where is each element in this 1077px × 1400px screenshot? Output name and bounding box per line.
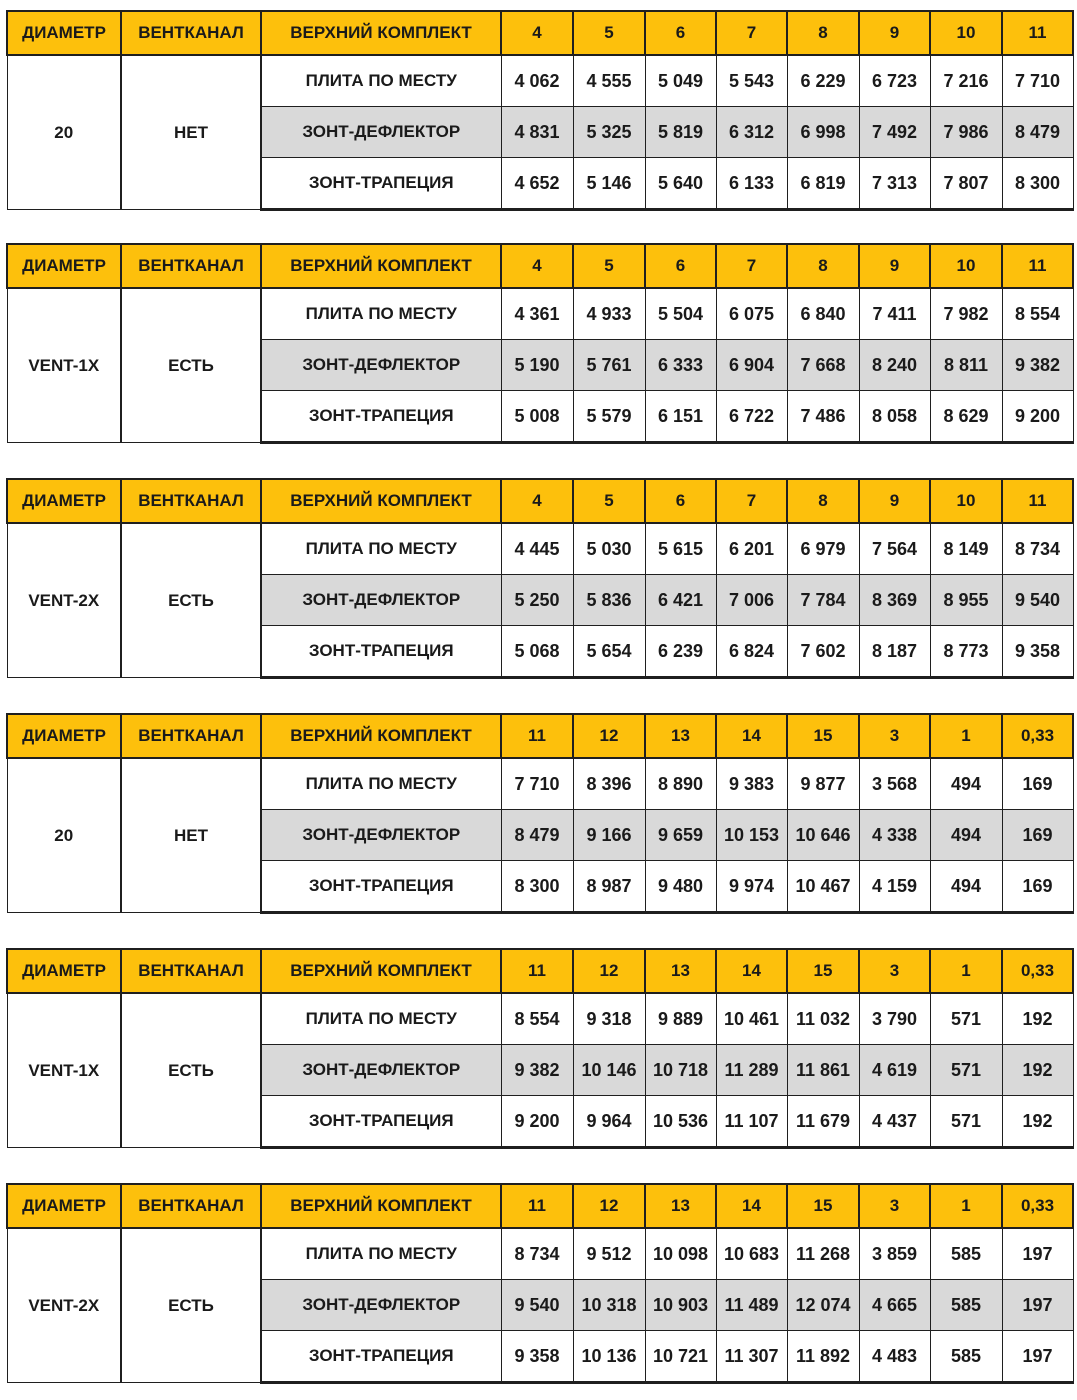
height-column-header: 0,33 bbox=[1002, 714, 1073, 758]
price-cell: 4 831 bbox=[501, 107, 573, 158]
height-column-header: 15 bbox=[787, 1184, 859, 1228]
price-cell: 5 654 bbox=[573, 626, 645, 678]
price-cell: 9 877 bbox=[787, 758, 859, 810]
table-row bbox=[7, 288, 1073, 340]
price-cell: 169 bbox=[1002, 861, 1073, 913]
top-kit-cell: ЗОНТ-ДЕФЛЕКТОР bbox=[261, 1045, 501, 1096]
price-cell: 9 318 bbox=[573, 993, 645, 1045]
price-cell: 6 075 bbox=[716, 288, 787, 340]
price-cell: 6 229 bbox=[787, 55, 859, 107]
height-column-header: 12 bbox=[573, 949, 645, 993]
height-column-header: 13 bbox=[645, 949, 716, 993]
top-kit-cell: ЗОНТ-ТРАПЕЦИЯ bbox=[261, 158, 501, 210]
ventchannel-header: ВЕНТКАНАЛ bbox=[121, 244, 261, 288]
price-cell: 8 811 bbox=[930, 340, 1002, 391]
price-cell: 7 807 bbox=[930, 158, 1002, 210]
price-cell: 10 536 bbox=[645, 1096, 716, 1148]
diameter-header: ДИАМЕТР bbox=[7, 714, 121, 758]
price-cell: 12 074 bbox=[787, 1280, 859, 1331]
diameter-header: ДИАМЕТР bbox=[7, 479, 121, 523]
price-cell: 6 421 bbox=[645, 575, 716, 626]
height-column-header: 14 bbox=[716, 714, 787, 758]
table-row bbox=[7, 1228, 1073, 1280]
price-table bbox=[6, 1183, 1074, 1384]
price-cell: 4 062 bbox=[501, 55, 573, 107]
price-cell: 5 250 bbox=[501, 575, 573, 626]
price-cell: 9 540 bbox=[1002, 575, 1073, 626]
price-cell: 8 987 bbox=[573, 861, 645, 913]
price-cell: 6 819 bbox=[787, 158, 859, 210]
price-cell: 11 679 bbox=[787, 1096, 859, 1148]
price-cell: 5 008 bbox=[501, 391, 573, 443]
price-cell: 192 bbox=[1002, 1096, 1073, 1148]
price-cell: 7 486 bbox=[787, 391, 859, 443]
top-kit-cell: ЗОНТ-ТРАПЕЦИЯ bbox=[261, 1331, 501, 1383]
price-cell: 8 300 bbox=[501, 861, 573, 913]
price-cell: 7 216 bbox=[930, 55, 1002, 107]
ventchannel-cell: ЕСТЬ bbox=[121, 523, 261, 678]
price-table bbox=[6, 713, 1074, 914]
top-kit-cell: ЗОНТ-ДЕФЛЕКТОР bbox=[261, 1280, 501, 1331]
height-column-header: 0,33 bbox=[1002, 949, 1073, 993]
price-cell: 585 bbox=[930, 1331, 1002, 1383]
price-cell: 169 bbox=[1002, 810, 1073, 861]
price-cell: 4 159 bbox=[859, 861, 930, 913]
height-column-header: 11 bbox=[501, 1184, 573, 1228]
height-column-header: 7 bbox=[716, 11, 787, 55]
price-cell: 6 722 bbox=[716, 391, 787, 443]
price-cell: 9 200 bbox=[1002, 391, 1073, 443]
top-kit-cell: ЗОНТ-ДЕФЛЕКТОР bbox=[261, 575, 501, 626]
height-column-header: 11 bbox=[501, 949, 573, 993]
top-kit-cell: ЗОНТ-ТРАПЕЦИЯ bbox=[261, 1096, 501, 1148]
price-cell: 4 445 bbox=[501, 523, 573, 575]
height-column-header: 1 bbox=[930, 949, 1002, 993]
table-row bbox=[7, 55, 1073, 107]
price-cell: 8 554 bbox=[501, 993, 573, 1045]
height-column-header: 8 bbox=[787, 11, 859, 55]
height-column-header: 6 bbox=[645, 479, 716, 523]
height-column-header: 13 bbox=[645, 714, 716, 758]
price-cell: 3 859 bbox=[859, 1228, 930, 1280]
price-cell: 6 239 bbox=[645, 626, 716, 678]
height-column-header: 5 bbox=[573, 11, 645, 55]
price-cell: 5 543 bbox=[716, 55, 787, 107]
price-cell: 8 773 bbox=[930, 626, 1002, 678]
price-cell: 192 bbox=[1002, 1045, 1073, 1096]
price-cell: 5 190 bbox=[501, 340, 573, 391]
top-kit-cell: ПЛИТА ПО МЕСТУ bbox=[261, 758, 501, 810]
header-row bbox=[7, 11, 1073, 55]
price-cell: 10 683 bbox=[716, 1228, 787, 1280]
height-column-header: 10 bbox=[930, 479, 1002, 523]
price-cell: 8 955 bbox=[930, 575, 1002, 626]
top-kit-header: ВЕРХНИЙ КОМПЛЕКТ bbox=[261, 479, 501, 523]
price-cell: 494 bbox=[930, 810, 1002, 861]
ventchannel-header: ВЕНТКАНАЛ bbox=[121, 11, 261, 55]
table-row bbox=[7, 523, 1073, 575]
price-cell: 4 361 bbox=[501, 288, 573, 340]
price-cell: 4 652 bbox=[501, 158, 573, 210]
price-cell: 6 904 bbox=[716, 340, 787, 391]
top-kit-header: ВЕРХНИЙ КОМПЛЕКТ bbox=[261, 1184, 501, 1228]
top-kit-cell: ПЛИТА ПО МЕСТУ bbox=[261, 55, 501, 107]
price-cell: 9 200 bbox=[501, 1096, 573, 1148]
price-cell: 5 761 bbox=[573, 340, 645, 391]
height-column-header: 4 bbox=[501, 479, 573, 523]
price-cell: 3 568 bbox=[859, 758, 930, 810]
price-table bbox=[6, 948, 1074, 1149]
price-cell: 8 629 bbox=[930, 391, 1002, 443]
height-column-header: 9 bbox=[859, 244, 930, 288]
price-cell: 10 718 bbox=[645, 1045, 716, 1096]
header-row bbox=[7, 1184, 1073, 1228]
price-cell: 7 986 bbox=[930, 107, 1002, 158]
price-cell: 5 819 bbox=[645, 107, 716, 158]
ventchannel-cell: НЕТ bbox=[121, 758, 261, 913]
price-cell: 4 338 bbox=[859, 810, 930, 861]
price-cell: 494 bbox=[930, 861, 1002, 913]
price-cell: 7 710 bbox=[501, 758, 573, 810]
price-cell: 7 668 bbox=[787, 340, 859, 391]
price-cell: 6 723 bbox=[859, 55, 930, 107]
price-cell: 585 bbox=[930, 1280, 1002, 1331]
price-cell: 10 721 bbox=[645, 1331, 716, 1383]
top-kit-cell: ПЛИТА ПО МЕСТУ bbox=[261, 523, 501, 575]
price-cell: 9 540 bbox=[501, 1280, 573, 1331]
price-cell: 197 bbox=[1002, 1228, 1073, 1280]
price-cell: 7 784 bbox=[787, 575, 859, 626]
price-cell: 11 289 bbox=[716, 1045, 787, 1096]
price-cell: 10 153 bbox=[716, 810, 787, 861]
top-kit-cell: ПЛИТА ПО МЕСТУ bbox=[261, 1228, 501, 1280]
price-cell: 7 982 bbox=[930, 288, 1002, 340]
height-column-header: 8 bbox=[787, 244, 859, 288]
price-cell: 11 861 bbox=[787, 1045, 859, 1096]
ventchannel-cell: ЕСТЬ bbox=[121, 288, 261, 443]
diameter-cell: VENT-1X bbox=[7, 288, 121, 443]
price-cell: 494 bbox=[930, 758, 1002, 810]
price-table bbox=[6, 478, 1074, 679]
ventchannel-cell: ЕСТЬ bbox=[121, 993, 261, 1148]
height-column-header: 0,33 bbox=[1002, 1184, 1073, 1228]
diameter-header: ДИАМЕТР bbox=[7, 1184, 121, 1228]
price-cell: 9 166 bbox=[573, 810, 645, 861]
header-row bbox=[7, 244, 1073, 288]
top-kit-cell: ПЛИТА ПО МЕСТУ bbox=[261, 288, 501, 340]
price-cell: 9 382 bbox=[501, 1045, 573, 1096]
price-cell: 6 333 bbox=[645, 340, 716, 391]
price-cell: 5 640 bbox=[645, 158, 716, 210]
price-cell: 8 734 bbox=[501, 1228, 573, 1280]
price-cell: 11 307 bbox=[716, 1331, 787, 1383]
price-cell: 5 049 bbox=[645, 55, 716, 107]
header-row bbox=[7, 949, 1073, 993]
height-column-header: 7 bbox=[716, 244, 787, 288]
price-cell: 5 615 bbox=[645, 523, 716, 575]
diameter-header: ДИАМЕТР bbox=[7, 11, 121, 55]
price-cell: 8 369 bbox=[859, 575, 930, 626]
price-cell: 7 564 bbox=[859, 523, 930, 575]
height-column-header: 4 bbox=[501, 11, 573, 55]
height-column-header: 9 bbox=[859, 11, 930, 55]
top-kit-cell: ЗОНТ-ТРАПЕЦИЯ bbox=[261, 626, 501, 678]
header-row bbox=[7, 479, 1073, 523]
height-column-header: 4 bbox=[501, 244, 573, 288]
diameter-cell: 20 bbox=[7, 758, 121, 913]
height-column-header: 11 bbox=[1002, 244, 1073, 288]
ventchannel-header: ВЕНТКАНАЛ bbox=[121, 714, 261, 758]
price-cell: 11 892 bbox=[787, 1331, 859, 1383]
height-column-header: 14 bbox=[716, 1184, 787, 1228]
price-cell: 7 411 bbox=[859, 288, 930, 340]
diameter-header: ДИАМЕТР bbox=[7, 949, 121, 993]
price-cell: 5 325 bbox=[573, 107, 645, 158]
price-cell: 5 030 bbox=[573, 523, 645, 575]
height-column-header: 7 bbox=[716, 479, 787, 523]
top-kit-cell: ЗОНТ-ДЕФЛЕКТОР bbox=[261, 810, 501, 861]
price-cell: 6 133 bbox=[716, 158, 787, 210]
price-cell: 9 889 bbox=[645, 993, 716, 1045]
height-column-header: 11 bbox=[501, 714, 573, 758]
price-cell: 8 554 bbox=[1002, 288, 1073, 340]
price-cell: 9 659 bbox=[645, 810, 716, 861]
price-cell: 9 382 bbox=[1002, 340, 1073, 391]
price-cell: 8 734 bbox=[1002, 523, 1073, 575]
diameter-cell: 20 bbox=[7, 55, 121, 210]
price-cell: 4 933 bbox=[573, 288, 645, 340]
top-kit-cell: ЗОНТ-ТРАПЕЦИЯ bbox=[261, 391, 501, 443]
height-column-header: 1 bbox=[930, 1184, 1002, 1228]
table-row bbox=[7, 758, 1073, 810]
price-cell: 5 146 bbox=[573, 158, 645, 210]
ventchannel-cell: ЕСТЬ bbox=[121, 1228, 261, 1383]
height-column-header: 15 bbox=[787, 714, 859, 758]
height-column-header: 11 bbox=[1002, 11, 1073, 55]
price-cell: 8 149 bbox=[930, 523, 1002, 575]
price-cell: 8 300 bbox=[1002, 158, 1073, 210]
price-cell: 7 602 bbox=[787, 626, 859, 678]
price-cell: 5 504 bbox=[645, 288, 716, 340]
price-cell: 4 619 bbox=[859, 1045, 930, 1096]
price-cell: 8 187 bbox=[859, 626, 930, 678]
ventchannel-header: ВЕНТКАНАЛ bbox=[121, 479, 261, 523]
height-column-header: 1 bbox=[930, 714, 1002, 758]
height-column-header: 12 bbox=[573, 1184, 645, 1228]
height-column-header: 8 bbox=[787, 479, 859, 523]
height-column-header: 14 bbox=[716, 949, 787, 993]
price-cell: 4 665 bbox=[859, 1280, 930, 1331]
price-table bbox=[6, 10, 1074, 211]
top-kit-cell: ЗОНТ-ТРАПЕЦИЯ bbox=[261, 861, 501, 913]
price-cell: 9 383 bbox=[716, 758, 787, 810]
height-column-header: 5 bbox=[573, 479, 645, 523]
price-cell: 8 396 bbox=[573, 758, 645, 810]
price-cell: 4 555 bbox=[573, 55, 645, 107]
price-cell: 6 840 bbox=[787, 288, 859, 340]
height-column-header: 12 bbox=[573, 714, 645, 758]
price-cell: 10 318 bbox=[573, 1280, 645, 1331]
price-cell: 585 bbox=[930, 1228, 1002, 1280]
diameter-cell: VENT-2X bbox=[7, 523, 121, 678]
ventchannel-cell: НЕТ bbox=[121, 55, 261, 210]
top-kit-header: ВЕРХНИЙ КОМПЛЕКТ bbox=[261, 949, 501, 993]
price-cell: 5 836 bbox=[573, 575, 645, 626]
price-cell: 7 710 bbox=[1002, 55, 1073, 107]
height-column-header: 3 bbox=[859, 1184, 930, 1228]
price-cell: 571 bbox=[930, 1096, 1002, 1148]
header-row bbox=[7, 714, 1073, 758]
price-cell: 9 974 bbox=[716, 861, 787, 913]
price-cell: 571 bbox=[930, 1045, 1002, 1096]
price-cell: 10 098 bbox=[645, 1228, 716, 1280]
height-column-header: 6 bbox=[645, 244, 716, 288]
top-kit-cell: ЗОНТ-ДЕФЛЕКТОР bbox=[261, 340, 501, 391]
height-column-header: 3 bbox=[859, 714, 930, 758]
price-cell: 5 579 bbox=[573, 391, 645, 443]
height-column-header: 15 bbox=[787, 949, 859, 993]
price-cell: 8 058 bbox=[859, 391, 930, 443]
price-cell: 7 313 bbox=[859, 158, 930, 210]
height-column-header: 10 bbox=[930, 244, 1002, 288]
price-cell: 6 998 bbox=[787, 107, 859, 158]
price-cell: 10 136 bbox=[573, 1331, 645, 1383]
height-column-header: 11 bbox=[1002, 479, 1073, 523]
height-column-header: 3 bbox=[859, 949, 930, 993]
height-column-header: 5 bbox=[573, 244, 645, 288]
price-cell: 9 512 bbox=[573, 1228, 645, 1280]
price-cell: 4 483 bbox=[859, 1331, 930, 1383]
price-cell: 8 240 bbox=[859, 340, 930, 391]
height-column-header: 13 bbox=[645, 1184, 716, 1228]
price-table bbox=[6, 243, 1074, 444]
price-cell: 8 479 bbox=[501, 810, 573, 861]
price-cell: 6 151 bbox=[645, 391, 716, 443]
diameter-cell: VENT-1X bbox=[7, 993, 121, 1148]
price-cell: 5 068 bbox=[501, 626, 573, 678]
height-column-header: 9 bbox=[859, 479, 930, 523]
price-cell: 7 006 bbox=[716, 575, 787, 626]
price-cell: 6 201 bbox=[716, 523, 787, 575]
price-cell: 11 032 bbox=[787, 993, 859, 1045]
top-kit-cell: ЗОНТ-ДЕФЛЕКТОР bbox=[261, 107, 501, 158]
price-cell: 8 890 bbox=[645, 758, 716, 810]
price-cell: 4 437 bbox=[859, 1096, 930, 1148]
top-kit-header: ВЕРХНИЙ КОМПЛЕКТ bbox=[261, 244, 501, 288]
price-cell: 11 107 bbox=[716, 1096, 787, 1148]
price-cell: 197 bbox=[1002, 1280, 1073, 1331]
price-cell: 3 790 bbox=[859, 993, 930, 1045]
price-cell: 169 bbox=[1002, 758, 1073, 810]
top-kit-header: ВЕРХНИЙ КОМПЛЕКТ bbox=[261, 11, 501, 55]
height-column-header: 10 bbox=[930, 11, 1002, 55]
price-cell: 9 358 bbox=[501, 1331, 573, 1383]
diameter-cell: VENT-2X bbox=[7, 1228, 121, 1383]
table-row bbox=[7, 993, 1073, 1045]
price-cell: 6 979 bbox=[787, 523, 859, 575]
price-cell: 10 461 bbox=[716, 993, 787, 1045]
price-cell: 11 489 bbox=[716, 1280, 787, 1331]
price-cell: 8 479 bbox=[1002, 107, 1073, 158]
price-cell: 197 bbox=[1002, 1331, 1073, 1383]
diameter-header: ДИАМЕТР bbox=[7, 244, 121, 288]
price-cell: 6 824 bbox=[716, 626, 787, 678]
height-column-header: 6 bbox=[645, 11, 716, 55]
price-cell: 571 bbox=[930, 993, 1002, 1045]
price-cell: 10 467 bbox=[787, 861, 859, 913]
ventchannel-header: ВЕНТКАНАЛ bbox=[121, 949, 261, 993]
ventchannel-header: ВЕНТКАНАЛ bbox=[121, 1184, 261, 1228]
price-cell: 9 964 bbox=[573, 1096, 645, 1148]
price-cell: 11 268 bbox=[787, 1228, 859, 1280]
price-cell: 6 312 bbox=[716, 107, 787, 158]
price-cell: 192 bbox=[1002, 993, 1073, 1045]
price-cell: 7 492 bbox=[859, 107, 930, 158]
top-kit-cell: ПЛИТА ПО МЕСТУ bbox=[261, 993, 501, 1045]
price-cell: 10 646 bbox=[787, 810, 859, 861]
price-cell: 10 146 bbox=[573, 1045, 645, 1096]
price-cell: 9 480 bbox=[645, 861, 716, 913]
price-cell: 9 358 bbox=[1002, 626, 1073, 678]
top-kit-header: ВЕРХНИЙ КОМПЛЕКТ bbox=[261, 714, 501, 758]
price-cell: 10 903 bbox=[645, 1280, 716, 1331]
